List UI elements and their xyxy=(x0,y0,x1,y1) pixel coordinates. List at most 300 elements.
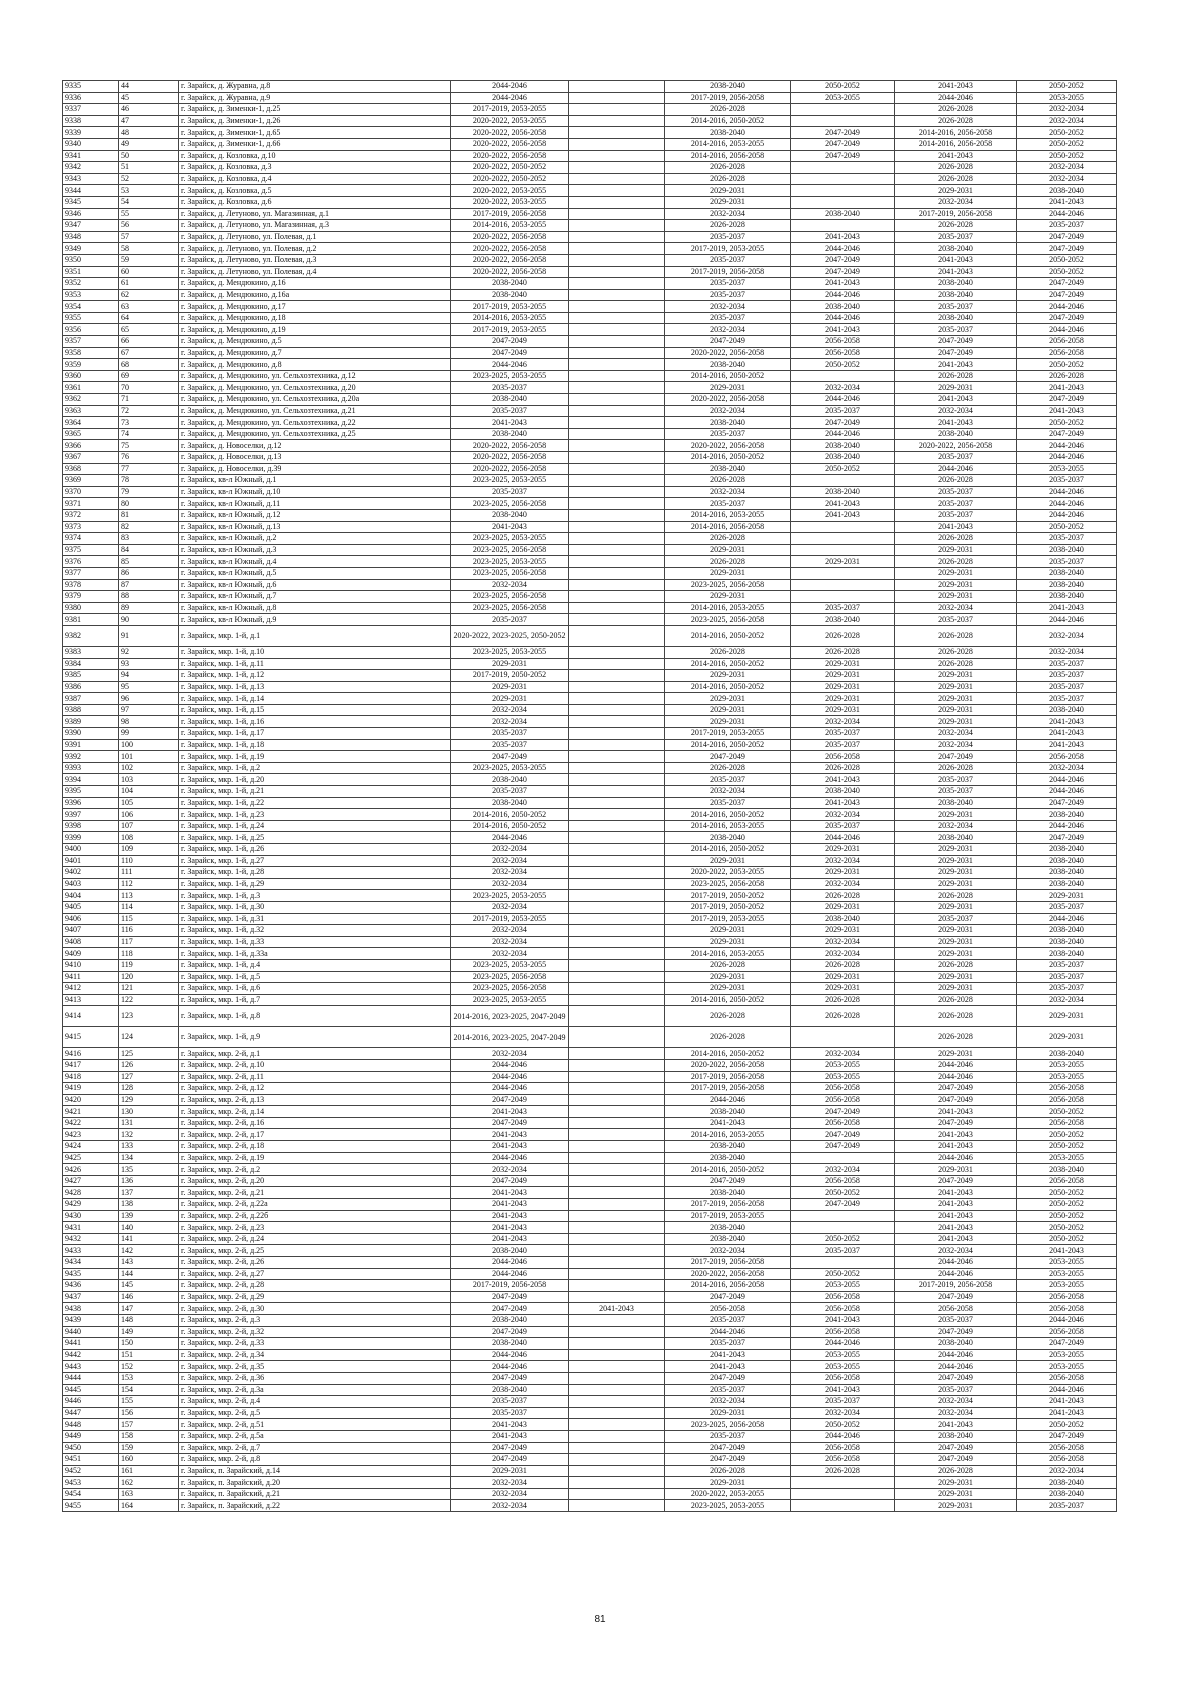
period-cell-4: 2044-2046 xyxy=(791,312,895,324)
row-id-cell: 9408 xyxy=(63,936,119,948)
row-number-cell: 122 xyxy=(119,994,179,1006)
period-cell-1: 2032-2034 xyxy=(451,716,569,728)
period-cell-6: 2050-2052 xyxy=(1017,254,1117,266)
period-cell-6: 2041-2043 xyxy=(1017,602,1117,614)
period-cell-4: 2038-2040 xyxy=(791,614,895,626)
period-cell-2 xyxy=(569,1152,665,1164)
period-cell-3: 2038-2040 xyxy=(665,463,791,475)
row-id-cell: 9416 xyxy=(63,1048,119,1060)
period-cell-4 xyxy=(791,115,895,127)
table-row xyxy=(63,370,1117,382)
period-cell-5: 2032-2034 xyxy=(895,602,1017,614)
period-cell-4: 2056-2058 xyxy=(791,1326,895,1338)
period-cell-2 xyxy=(569,1338,665,1350)
period-cell-5: 2026-2028 xyxy=(895,1465,1017,1477)
row-id-cell: 9377 xyxy=(63,567,119,579)
period-cell-4: 2050-2052 xyxy=(791,359,895,371)
table-row xyxy=(63,1141,1117,1153)
row-id-cell: 9452 xyxy=(63,1465,119,1477)
row-id-cell: 9443 xyxy=(63,1361,119,1373)
row-number-cell: 52 xyxy=(119,173,179,185)
period-cell-4: 2053-2055 xyxy=(791,1349,895,1361)
period-cell-1: 2047-2049 xyxy=(451,1094,569,1106)
period-cell-6: 2035-2037 xyxy=(1017,983,1117,995)
address-cell: г. Зарайск, мкр. 1-й, д.4 xyxy=(179,959,451,971)
period-cell-2 xyxy=(569,1454,665,1466)
period-cell-5: 2038-2040 xyxy=(895,289,1017,301)
period-cell-5: 2041-2043 xyxy=(895,359,1017,371)
row-number-cell: 63 xyxy=(119,301,179,313)
period-cell-1: 2038-2040 xyxy=(451,1245,569,1257)
address-cell: г. Зарайск, д. Козловка, д.3 xyxy=(179,162,451,174)
period-cell-3: 2035-2037 xyxy=(665,1338,791,1350)
period-cell-5: 2026-2028 xyxy=(895,533,1017,545)
row-id-cell: 9375 xyxy=(63,544,119,556)
period-cell-5: 2026-2028 xyxy=(895,115,1017,127)
row-id-cell: 9419 xyxy=(63,1083,119,1095)
period-cell-3: 2026-2028 xyxy=(665,475,791,487)
period-cell-5: 2026-2028 xyxy=(895,959,1017,971)
period-cell-5: 2026-2028 xyxy=(895,104,1017,116)
period-cell-1: 2038-2040 xyxy=(451,774,569,786)
period-cell-1: 2038-2040 xyxy=(451,509,569,521)
period-cell-2 xyxy=(569,162,665,174)
period-cell-3: 2035-2037 xyxy=(665,1384,791,1396)
row-id-cell: 9439 xyxy=(63,1314,119,1326)
table-row xyxy=(63,878,1117,890)
period-cell-1: 2044-2046 xyxy=(451,1349,569,1361)
address-cell: г. Зарайск, д. Новоселки, д.39 xyxy=(179,463,451,475)
table-row xyxy=(63,1291,1117,1303)
period-cell-2 xyxy=(569,150,665,162)
period-cell-5: 2029-2031 xyxy=(895,855,1017,867)
address-cell: г. Зарайск, д. Мендюкино, ул. Сельхозтехника, д.22 xyxy=(179,417,451,429)
period-cell-4: 2053-2055 xyxy=(791,1059,895,1071)
row-number-cell: 132 xyxy=(119,1129,179,1141)
address-cell: г. Зарайск, д. Мендюкино, д.8 xyxy=(179,359,451,371)
period-cell-6: 2044-2046 xyxy=(1017,301,1117,313)
period-cell-5: 2047-2049 xyxy=(895,1291,1017,1303)
period-cell-1: 2023-2025, 2056-2058 xyxy=(451,983,569,995)
table-row xyxy=(63,1419,1117,1431)
period-cell-1: 2020-2022, 2053-2055 xyxy=(451,196,569,208)
table-row xyxy=(63,646,1117,658)
row-number-cell: 129 xyxy=(119,1094,179,1106)
period-cell-4: 2026-2028 xyxy=(791,762,895,774)
period-cell-2 xyxy=(569,1384,665,1396)
row-id-cell: 9356 xyxy=(63,324,119,336)
period-cell-6: 2047-2049 xyxy=(1017,231,1117,243)
period-cell-1: 2020-2022, 2056-2058 xyxy=(451,463,569,475)
period-cell-2 xyxy=(569,382,665,394)
address-cell: г. Зарайск, кв-л Южный, д.2 xyxy=(179,533,451,545)
period-cell-6: 2050-2052 xyxy=(1017,1141,1117,1153)
row-id-cell: 9357 xyxy=(63,336,119,348)
period-cell-5: 2035-2037 xyxy=(895,486,1017,498)
period-cell-5: 2044-2046 xyxy=(895,1257,1017,1269)
period-cell-3: 2014-2016, 2053-2055 xyxy=(665,509,791,521)
period-cell-4: 2026-2028 xyxy=(791,959,895,971)
row-id-cell: 9383 xyxy=(63,646,119,658)
period-cell-3: 2026-2028 xyxy=(665,173,791,185)
period-cell-2 xyxy=(569,716,665,728)
period-cell-2 xyxy=(569,646,665,658)
period-cell-6: 2029-2031 xyxy=(1017,890,1117,902)
period-cell-2 xyxy=(569,901,665,913)
period-cell-2 xyxy=(569,1268,665,1280)
period-cell-4: 2053-2055 xyxy=(791,1071,895,1083)
period-cell-6: 2035-2037 xyxy=(1017,681,1117,693)
period-cell-5: 2032-2034 xyxy=(895,196,1017,208)
row-number-cell: 86 xyxy=(119,567,179,579)
period-cell-1: 2035-2037 xyxy=(451,786,569,798)
period-cell-1: 2041-2043 xyxy=(451,417,569,429)
address-cell: г. Зарайск, мкр. 2-й, д.22б xyxy=(179,1210,451,1222)
period-cell-5: 2041-2043 xyxy=(895,1222,1017,1234)
period-cell-3: 2029-2031 xyxy=(665,567,791,579)
row-number-cell: 75 xyxy=(119,440,179,452)
period-cell-4: 2050-2052 xyxy=(791,1233,895,1245)
period-cell-1: 2035-2037 xyxy=(451,739,569,751)
period-cell-3: 2017-2019, 2056-2058 xyxy=(665,1199,791,1211)
address-cell: г. Зарайск, мкр. 1-й, д.3 xyxy=(179,890,451,902)
period-cell-2 xyxy=(569,1006,665,1027)
row-id-cell: 9388 xyxy=(63,704,119,716)
row-number-cell: 80 xyxy=(119,498,179,510)
period-cell-5: 2035-2037 xyxy=(895,786,1017,798)
table-row xyxy=(63,971,1117,983)
period-cell-3: 2017-2019, 2053-2055 xyxy=(665,728,791,740)
period-cell-4: 2056-2058 xyxy=(791,1175,895,1187)
period-cell-1: 2032-2034 xyxy=(451,1048,569,1060)
row-number-cell: 94 xyxy=(119,670,179,682)
period-cell-6: 2041-2043 xyxy=(1017,716,1117,728)
period-cell-3: 2017-2019, 2053-2055 xyxy=(665,243,791,255)
row-number-cell: 81 xyxy=(119,509,179,521)
period-cell-1: 2035-2037 xyxy=(451,1396,569,1408)
period-cell-1: 2047-2049 xyxy=(451,1117,569,1129)
row-id-cell: 9362 xyxy=(63,394,119,406)
row-id-cell: 9381 xyxy=(63,614,119,626)
period-cell-4: 2029-2031 xyxy=(791,693,895,705)
row-number-cell: 119 xyxy=(119,959,179,971)
address-cell: г. Зарайск, д. Летуново, ул. Магазинная, д.1 xyxy=(179,208,451,220)
period-cell-3: 2035-2037 xyxy=(665,797,791,809)
period-cell-4: 2029-2031 xyxy=(791,867,895,879)
period-cell-1: 2038-2040 xyxy=(451,394,569,406)
row-id-cell: 9438 xyxy=(63,1303,119,1315)
schedule-table xyxy=(62,80,1117,1512)
period-cell-4: 2053-2055 xyxy=(791,1280,895,1292)
address-cell: г. Зарайск, д. Мендюкино, д.18 xyxy=(179,312,451,324)
row-number-cell: 98 xyxy=(119,716,179,728)
row-id-cell: 9426 xyxy=(63,1164,119,1176)
table-row xyxy=(63,670,1117,682)
period-cell-5: 2044-2046 xyxy=(895,463,1017,475)
period-cell-3: 2047-2049 xyxy=(665,336,791,348)
period-cell-6: 2053-2055 xyxy=(1017,1059,1117,1071)
period-cell-6: 2056-2058 xyxy=(1017,1454,1117,1466)
period-cell-3: 2020-2022, 2056-2058 xyxy=(665,347,791,359)
table-row xyxy=(63,1083,1117,1095)
period-cell-5: 2029-2031 xyxy=(895,544,1017,556)
period-cell-3: 2029-2031 xyxy=(665,196,791,208)
period-cell-6: 2056-2058 xyxy=(1017,1326,1117,1338)
table-row xyxy=(63,81,1117,93)
period-cell-6: 2038-2040 xyxy=(1017,1477,1117,1489)
period-cell-1: 2041-2043 xyxy=(451,1129,569,1141)
row-number-cell: 114 xyxy=(119,901,179,913)
row-id-cell: 9336 xyxy=(63,92,119,104)
table-row xyxy=(63,440,1117,452)
table-row xyxy=(63,913,1117,925)
period-cell-5: 2029-2031 xyxy=(895,716,1017,728)
period-cell-4: 2056-2058 xyxy=(791,1083,895,1095)
row-id-cell: 9379 xyxy=(63,591,119,603)
period-cell-6: 2038-2040 xyxy=(1017,579,1117,591)
table-row xyxy=(63,115,1117,127)
period-cell-4: 2032-2034 xyxy=(791,716,895,728)
period-cell-6: 2035-2037 xyxy=(1017,533,1117,545)
address-cell: г. Зарайск, д. Мендюкино, ул. Сельхозтехника, д.21 xyxy=(179,405,451,417)
period-cell-4 xyxy=(791,1027,895,1048)
row-id-cell: 9361 xyxy=(63,382,119,394)
row-number-cell: 55 xyxy=(119,208,179,220)
period-cell-5: 2038-2040 xyxy=(895,1430,1017,1442)
period-cell-1: 2023-2025, 2053-2055 xyxy=(451,762,569,774)
period-cell-5: 2044-2046 xyxy=(895,1349,1017,1361)
address-cell: г. Зарайск, мкр. 2-й, д.19 xyxy=(179,1152,451,1164)
period-cell-1: 2041-2043 xyxy=(451,1430,569,1442)
period-cell-6: 2044-2046 xyxy=(1017,1314,1117,1326)
period-cell-6: 2035-2037 xyxy=(1017,658,1117,670)
row-number-cell: 138 xyxy=(119,1199,179,1211)
period-cell-6: 2038-2040 xyxy=(1017,936,1117,948)
period-cell-3: 2047-2049 xyxy=(665,1291,791,1303)
period-cell-3: 2035-2037 xyxy=(665,254,791,266)
row-id-cell: 9445 xyxy=(63,1384,119,1396)
address-cell: г. Зарайск, мкр. 2-й, д.34 xyxy=(179,1349,451,1361)
period-cell-2 xyxy=(569,1280,665,1292)
period-cell-4 xyxy=(791,1477,895,1489)
row-id-cell: 9386 xyxy=(63,681,119,693)
period-cell-2 xyxy=(569,913,665,925)
table-row xyxy=(63,231,1117,243)
period-cell-4: 2035-2037 xyxy=(791,1396,895,1408)
period-cell-2 xyxy=(569,739,665,751)
period-cell-2 xyxy=(569,1233,665,1245)
row-number-cell: 56 xyxy=(119,220,179,232)
address-cell: г. Зарайск, д. Мендюкино, д.19 xyxy=(179,324,451,336)
table-row xyxy=(63,92,1117,104)
period-cell-5: 2041-2043 xyxy=(895,1233,1017,1245)
row-id-cell: 9368 xyxy=(63,463,119,475)
row-number-cell: 144 xyxy=(119,1268,179,1280)
period-cell-3: 2029-2031 xyxy=(665,185,791,197)
period-cell-4: 2047-2049 xyxy=(791,1129,895,1141)
row-number-cell: 77 xyxy=(119,463,179,475)
period-cell-1: 2032-2034 xyxy=(451,925,569,937)
row-id-cell: 9343 xyxy=(63,173,119,185)
period-cell-1: 2032-2034 xyxy=(451,855,569,867)
period-cell-5: 2035-2037 xyxy=(895,324,1017,336)
period-cell-6: 2047-2049 xyxy=(1017,1338,1117,1350)
period-cell-3: 2038-2040 xyxy=(665,832,791,844)
period-cell-6: 2047-2049 xyxy=(1017,312,1117,324)
address-cell: г. Зарайск, п. Зарайский, д.14 xyxy=(179,1465,451,1477)
address-cell: г. Зарайск, д. Мендюкино, д.17 xyxy=(179,301,451,313)
period-cell-2 xyxy=(569,312,665,324)
row-id-cell: 9424 xyxy=(63,1141,119,1153)
period-cell-4: 2026-2028 xyxy=(791,1006,895,1027)
period-cell-2 xyxy=(569,1465,665,1477)
table-row xyxy=(63,809,1117,821)
period-cell-2 xyxy=(569,890,665,902)
row-id-cell: 9430 xyxy=(63,1210,119,1222)
address-cell: г. Зарайск, кв-л Южный, д.9 xyxy=(179,614,451,626)
period-cell-2 xyxy=(569,1027,665,1048)
period-cell-5: 2026-2028 xyxy=(895,475,1017,487)
period-cell-1: 2044-2046 xyxy=(451,1268,569,1280)
period-cell-2 xyxy=(569,127,665,139)
row-number-cell: 65 xyxy=(119,324,179,336)
period-cell-5: 2041-2043 xyxy=(895,1210,1017,1222)
period-cell-5: 2029-2031 xyxy=(895,925,1017,937)
period-cell-5: 2014-2016, 2056-2058 xyxy=(895,138,1017,150)
period-cell-1: 2014-2016, 2023-2025, 2047-2049 xyxy=(451,1027,569,1048)
period-cell-3: 2032-2034 xyxy=(665,1245,791,1257)
row-id-cell: 9396 xyxy=(63,797,119,809)
row-id-cell: 9410 xyxy=(63,959,119,971)
period-cell-4: 2056-2058 xyxy=(791,347,895,359)
period-cell-2 xyxy=(569,301,665,313)
row-id-cell: 9365 xyxy=(63,428,119,440)
period-cell-3: 2026-2028 xyxy=(665,556,791,568)
row-id-cell: 9340 xyxy=(63,138,119,150)
table-row xyxy=(63,901,1117,913)
period-cell-3: 2032-2034 xyxy=(665,405,791,417)
table-row xyxy=(63,1384,1117,1396)
period-cell-3: 2014-2016, 2050-2052 xyxy=(665,809,791,821)
period-cell-6: 2047-2049 xyxy=(1017,1430,1117,1442)
period-cell-6: 2038-2040 xyxy=(1017,1048,1117,1060)
period-cell-1: 2035-2037 xyxy=(451,382,569,394)
row-id-cell: 9403 xyxy=(63,878,119,890)
period-cell-3: 2026-2028 xyxy=(665,162,791,174)
period-cell-1: 2020-2022, 2023-2025, 2050-2052 xyxy=(451,625,569,646)
row-id-cell: 9454 xyxy=(63,1488,119,1500)
period-cell-3: 2020-2022, 2056-2058 xyxy=(665,1268,791,1280)
table-row xyxy=(63,1430,1117,1442)
address-cell: г. Зарайск, д. Козловка, д.5 xyxy=(179,185,451,197)
address-cell: г. Зарайск, мкр. 1-й, д.9 xyxy=(179,1027,451,1048)
row-number-cell: 125 xyxy=(119,1048,179,1060)
period-cell-2 xyxy=(569,728,665,740)
period-cell-4 xyxy=(791,544,895,556)
period-cell-3: 2029-2031 xyxy=(665,716,791,728)
period-cell-5: 2038-2040 xyxy=(895,243,1017,255)
period-cell-4: 2041-2043 xyxy=(791,797,895,809)
period-cell-1: 2020-2022, 2053-2055 xyxy=(451,185,569,197)
row-number-cell: 135 xyxy=(119,1164,179,1176)
period-cell-2 xyxy=(569,567,665,579)
table-row xyxy=(63,1372,1117,1384)
row-number-cell: 48 xyxy=(119,127,179,139)
period-cell-1: 2023-2025, 2056-2058 xyxy=(451,544,569,556)
table-row xyxy=(63,243,1117,255)
row-number-cell: 51 xyxy=(119,162,179,174)
period-cell-3: 2035-2037 xyxy=(665,774,791,786)
period-cell-3: 2029-2031 xyxy=(665,855,791,867)
row-id-cell: 9337 xyxy=(63,104,119,116)
address-cell: г. Зарайск, мкр. 2-й, д.28 xyxy=(179,1280,451,1292)
period-cell-2 xyxy=(569,658,665,670)
period-cell-4: 2035-2037 xyxy=(791,739,895,751)
period-cell-1: 2029-2031 xyxy=(451,1465,569,1477)
period-cell-2 xyxy=(569,1419,665,1431)
row-number-cell: 88 xyxy=(119,591,179,603)
row-id-cell: 9342 xyxy=(63,162,119,174)
address-cell: г. Зарайск, мкр. 2-й, д.20 xyxy=(179,1175,451,1187)
period-cell-2 xyxy=(569,774,665,786)
period-cell-6: 2053-2055 xyxy=(1017,1280,1117,1292)
period-cell-6: 2056-2058 xyxy=(1017,336,1117,348)
period-cell-4: 2056-2058 xyxy=(791,1117,895,1129)
period-cell-4 xyxy=(791,579,895,591)
address-cell: г. Зарайск, д. Мендюкино, ул. Сельхозтехника, д.25 xyxy=(179,428,451,440)
period-cell-1: 2023-2025, 2053-2055 xyxy=(451,475,569,487)
period-cell-2 xyxy=(569,1210,665,1222)
table-row xyxy=(63,983,1117,995)
period-cell-5: 2041-2043 xyxy=(895,1199,1017,1211)
period-cell-2 xyxy=(569,971,665,983)
row-number-cell: 109 xyxy=(119,844,179,856)
table-row xyxy=(63,162,1117,174)
address-cell: г. Зарайск, кв-л Южный, д.11 xyxy=(179,498,451,510)
period-cell-4 xyxy=(791,1257,895,1269)
table-row xyxy=(63,867,1117,879)
table-row xyxy=(63,774,1117,786)
row-id-cell: 9400 xyxy=(63,844,119,856)
period-cell-2 xyxy=(569,762,665,774)
period-cell-6: 2044-2046 xyxy=(1017,452,1117,464)
address-cell: г. Зарайск, мкр. 2-й, д.23 xyxy=(179,1222,451,1234)
address-cell: г. Зарайск, мкр. 2-й, д.11 xyxy=(179,1071,451,1083)
table-row xyxy=(63,1094,1117,1106)
row-number-cell: 163 xyxy=(119,1488,179,1500)
period-cell-6: 2041-2043 xyxy=(1017,1396,1117,1408)
period-cell-3: 2038-2040 xyxy=(665,1222,791,1234)
address-cell: г. Зарайск, мкр. 1-й, д.1 xyxy=(179,625,451,646)
period-cell-6: 2035-2037 xyxy=(1017,959,1117,971)
row-number-cell: 97 xyxy=(119,704,179,716)
period-cell-5: 2026-2028 xyxy=(895,625,1017,646)
period-cell-6: 2032-2034 xyxy=(1017,646,1117,658)
table-row xyxy=(63,739,1117,751)
row-number-cell: 151 xyxy=(119,1349,179,1361)
period-cell-2 xyxy=(569,878,665,890)
period-cell-5: 2026-2028 xyxy=(895,646,1017,658)
table-row xyxy=(63,614,1117,626)
row-number-cell: 73 xyxy=(119,417,179,429)
period-cell-4: 2038-2040 xyxy=(791,440,895,452)
period-cell-3: 2014-2016, 2050-2052 xyxy=(665,1164,791,1176)
period-cell-1: 2032-2034 xyxy=(451,901,569,913)
row-number-cell: 82 xyxy=(119,521,179,533)
period-cell-1: 2032-2034 xyxy=(451,867,569,879)
table-row xyxy=(63,716,1117,728)
period-cell-4: 2050-2052 xyxy=(791,1187,895,1199)
